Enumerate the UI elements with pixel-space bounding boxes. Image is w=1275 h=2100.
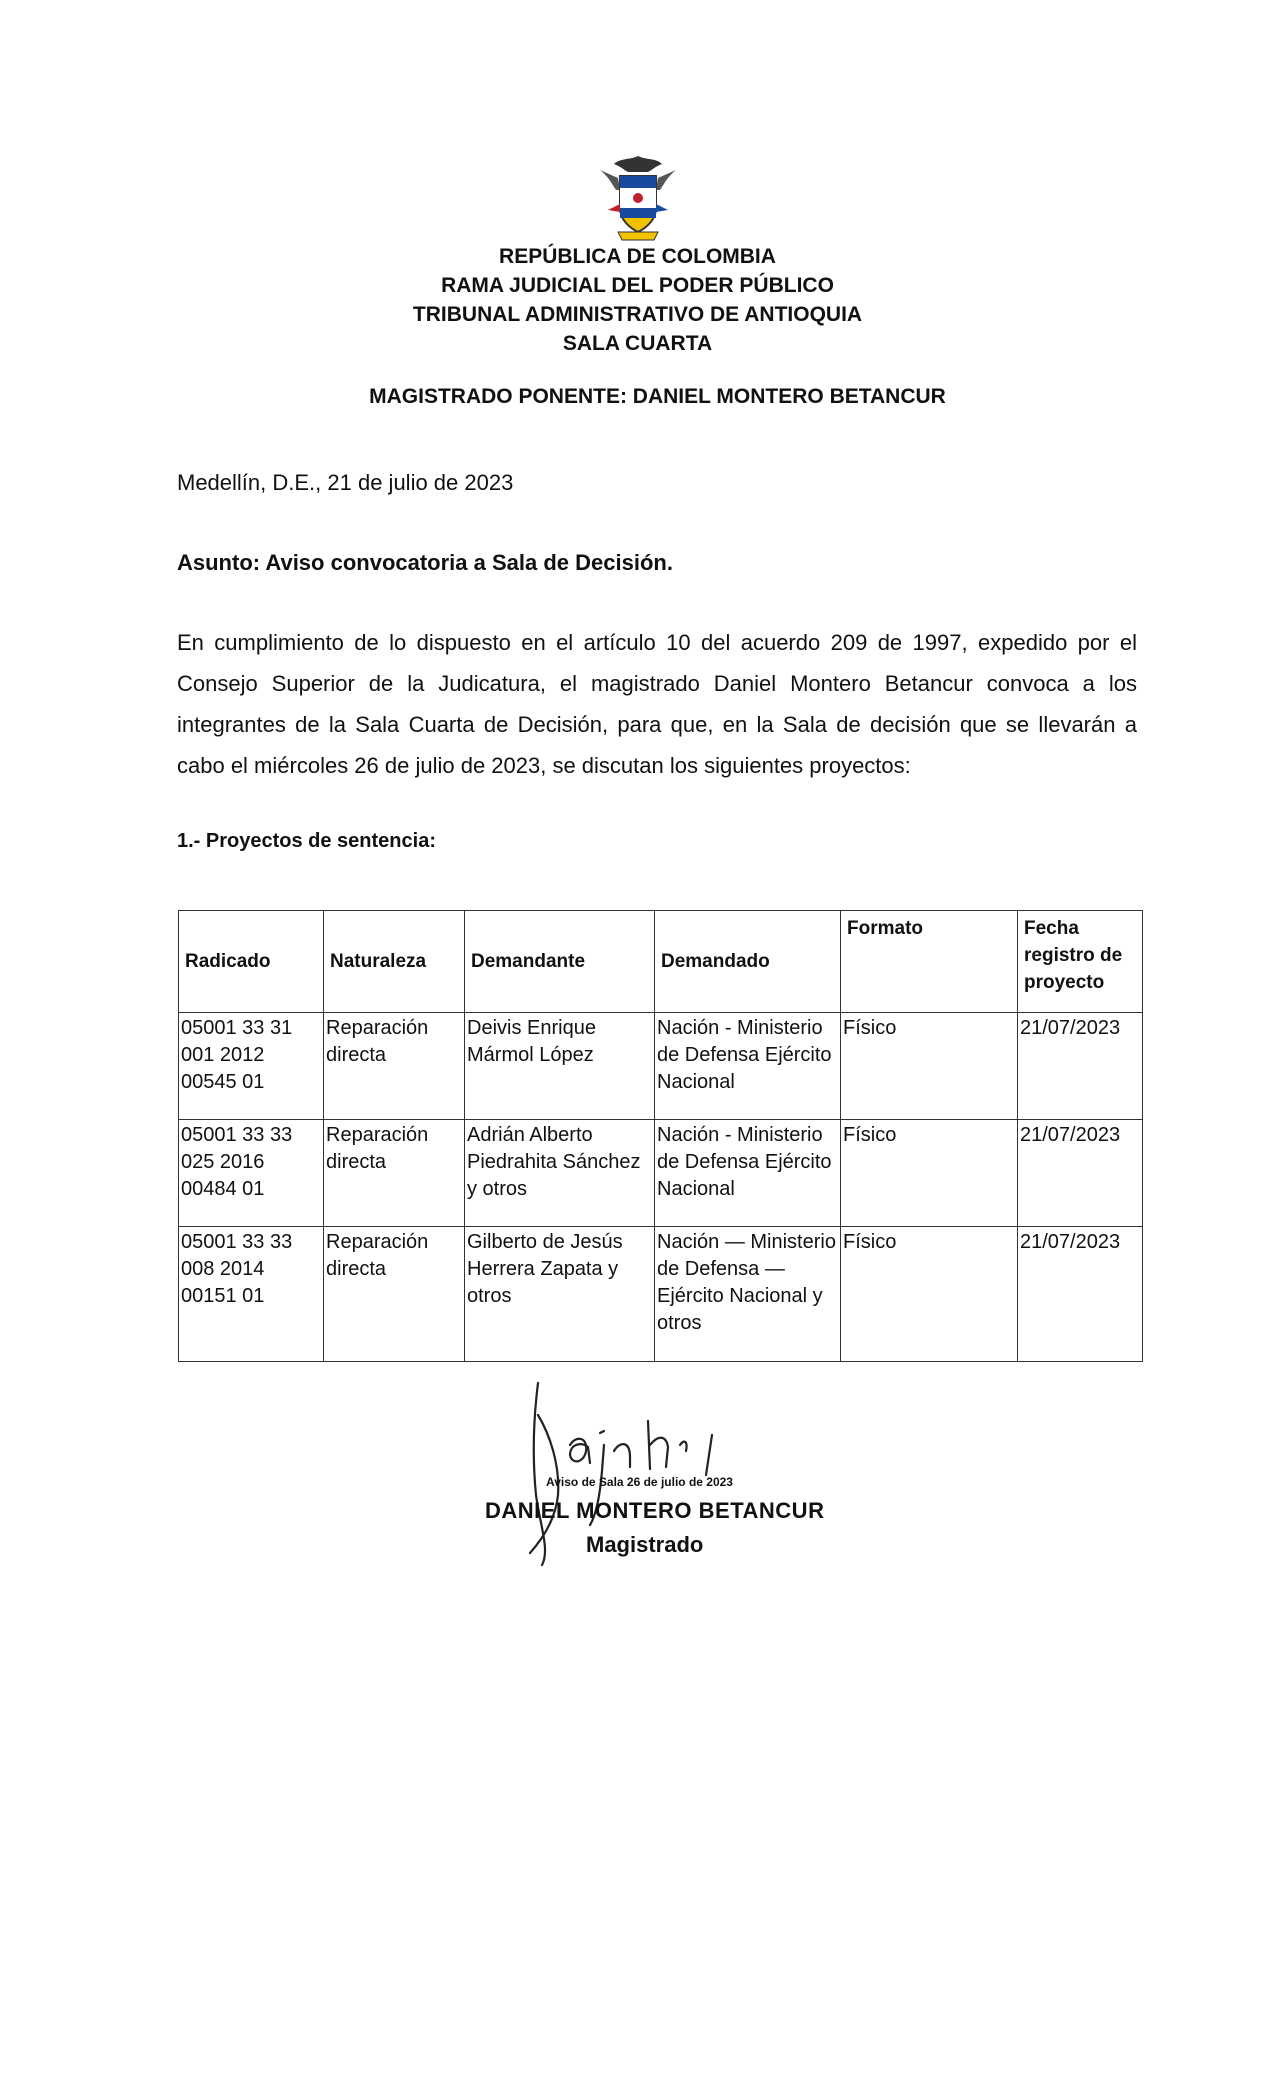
table-header-row — [179, 911, 1143, 1013]
table-cell: 05001 33 33 008 2014 00151 01 — [179, 1227, 324, 1362]
column-header: Formato — [841, 911, 1018, 1013]
table-cell: Nación - Ministerio de Defensa Ejército Nacional — [655, 1013, 841, 1120]
table-cell: 05001 33 31 001 2012 00545 01 — [179, 1013, 324, 1120]
date-line: Medellín, D.E., 21 de julio de 2023 — [177, 470, 514, 495]
coat-of-arms-icon — [590, 150, 686, 246]
table-cell: Reparación directa — [324, 1013, 465, 1120]
table-cell: Físico — [841, 1013, 1018, 1120]
subject-text: : Aviso convocatoria a Sala de Decisión. — [252, 550, 673, 575]
table-cell: 21/07/2023 — [1018, 1013, 1143, 1120]
header-tribunal: TRIBUNAL ADMINISTRATIVO DE ANTIOQUIA — [412, 303, 863, 326]
table-cell: 21/07/2023 — [1018, 1227, 1143, 1362]
body-paragraph: En cumplimiento de lo dispuesto en el artículo 10 del acuerdo 209 de 1997, expedido por el Consejo Superior de la Judicatura, el magistrado Daniel Montero Betancur convoca a los integrantes de la Sala Cuarta de Decisión, para que, en la Sala de decisión que se llevarán a cabo el miércoles 26 de julio de 2023, se discutan los siguientes proyectos: — [177, 630, 1137, 778]
column-header: Demandante — [465, 911, 655, 1013]
column-header: Radicado — [179, 911, 324, 1013]
magistrado-ponente: MAGISTRADO PONENTE: DANIEL MONTERO BETANCUR — [369, 385, 946, 408]
column-header: Naturaleza — [324, 911, 465, 1013]
projects-table — [178, 910, 1143, 1362]
table-cell: 21/07/2023 — [1018, 1120, 1143, 1227]
table-cell: Adrián Alberto Piedrahita Sánchez y otros — [465, 1120, 655, 1227]
table-row — [179, 1120, 1143, 1227]
header-sala: SALA CUARTA — [562, 332, 713, 355]
header-branch: RAMA JUDICIAL DEL PODER PÚBLICO — [441, 274, 834, 297]
signature-caption: Aviso de Sala 26 de julio de 2023 — [546, 1475, 733, 1489]
table-row — [179, 1227, 1143, 1362]
table-cell: Reparación directa — [324, 1227, 465, 1362]
table-cell: Nación — Ministerio de Defensa — Ejército Nacional y otros — [655, 1227, 841, 1362]
table-cell: Gilberto de Jesús Herrera Zapata y otros — [465, 1227, 655, 1362]
section-title: 1.- Proyectos de sentencia: — [177, 830, 436, 852]
signatory-title: Magistrado — [586, 1532, 704, 1557]
header-country: REPÚBLICA DE COLOMBIA — [499, 245, 776, 268]
table-cell: Físico — [841, 1120, 1018, 1227]
subject-label: Asunto — [177, 550, 253, 575]
signatory-name: DANIEL MONTERO BETANCUR — [485, 1498, 825, 1523]
document-header — [0, 242, 1275, 358]
table-cell: Nación - Ministerio de Defensa Ejército Nacional — [655, 1120, 841, 1227]
subject-line — [177, 550, 1137, 576]
table-cell: Reparación directa — [324, 1120, 465, 1227]
column-header: Demandado — [655, 911, 841, 1013]
table-cell: 05001 33 33 025 2016 00484 01 — [179, 1120, 324, 1227]
table-cell: Físico — [841, 1227, 1018, 1362]
table-row — [179, 1013, 1143, 1120]
table-cell: Deivis Enrique Mármol López — [465, 1013, 655, 1120]
column-header: Fecha registro de proyecto — [1018, 911, 1143, 1013]
